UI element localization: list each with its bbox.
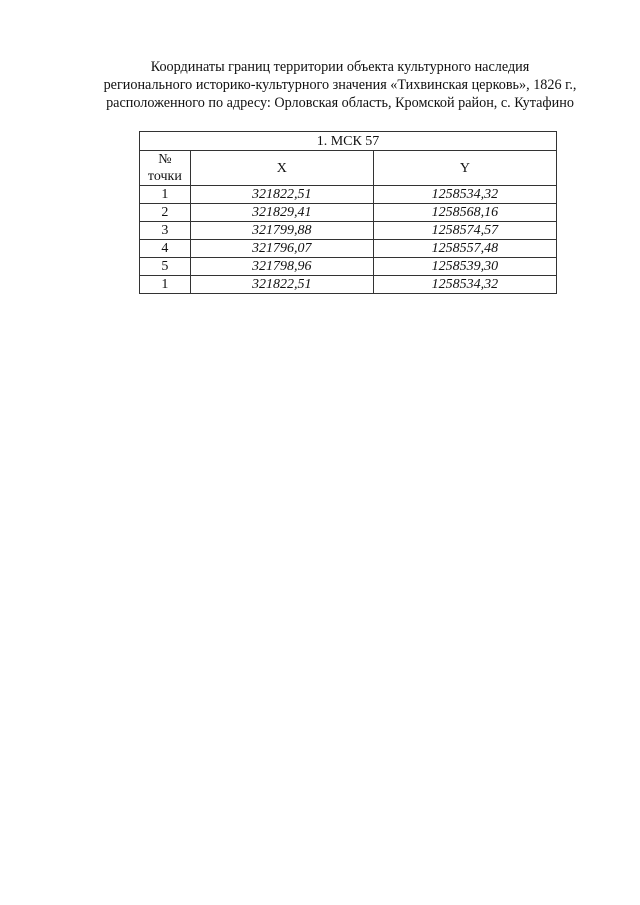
x-value: 321829,41: [190, 204, 373, 222]
coordinates-table: [139, 131, 557, 294]
coordinate-system-header: 1. МСК 57: [140, 132, 557, 151]
point-number-header-symbol: №: [158, 152, 172, 167]
point-number: 2: [140, 204, 191, 222]
table-row: [140, 186, 557, 204]
y-value: 1258534,32: [373, 186, 556, 204]
x-value: 321822,51: [190, 276, 373, 294]
table-row: [140, 204, 557, 222]
y-value: 1258534,32: [373, 276, 556, 294]
point-number: 4: [140, 240, 191, 258]
title-line-1: Координаты границ территории объекта культурного наследия: [150, 59, 530, 75]
y-value: 1258568,16: [373, 204, 556, 222]
x-value: 321799,88: [190, 222, 373, 240]
point-number: 1: [140, 276, 191, 294]
point-number: 1: [140, 186, 191, 204]
x-column-header: X: [190, 151, 373, 186]
title-line-3: расположенного по адресу: Орловская область, Кромской район, с. Кутафино: [106, 95, 574, 111]
point-number: 5: [140, 258, 191, 276]
point-number: 3: [140, 222, 191, 240]
title-line-2: регионального историко-культурного значения «Тихвинская церковь», 1826 г.,: [103, 77, 577, 93]
table-row: [140, 258, 557, 276]
document-title: [80, 58, 600, 112]
y-column-header: Y: [373, 151, 556, 186]
y-value: 1258574,57: [373, 222, 556, 240]
y-value: 1258539,30: [373, 258, 556, 276]
x-value: 321822,51: [190, 186, 373, 204]
x-value: 321798,96: [190, 258, 373, 276]
table-row: [140, 240, 557, 258]
table-row: [140, 222, 557, 240]
y-value: 1258557,48: [373, 240, 556, 258]
x-value: 321796,07: [190, 240, 373, 258]
point-number-header-label: точки: [147, 169, 182, 184]
table-row: [140, 276, 557, 294]
point-number-header: [140, 151, 191, 186]
